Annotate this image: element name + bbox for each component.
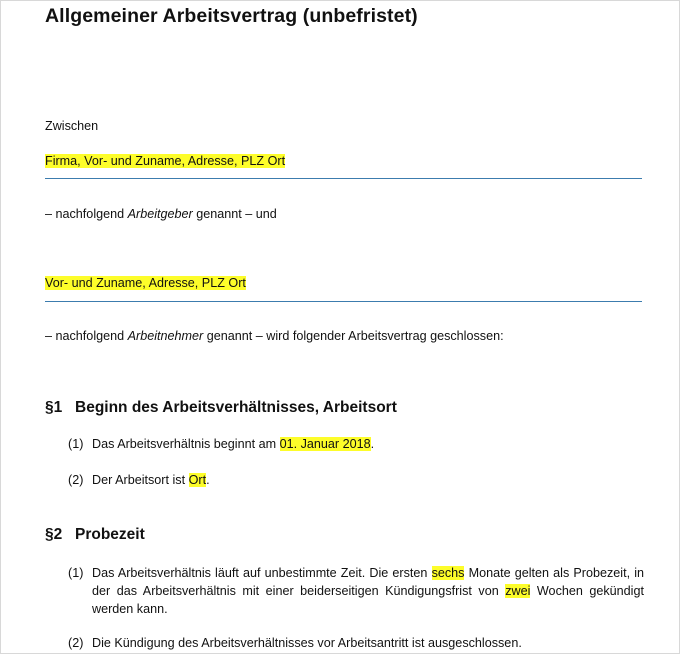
item-text: Die Kündigung des Arbeitsverhältnisses vor Arbeitsantritt ist ausgeschlossen. <box>92 636 522 650</box>
employer-role: Arbeitgeber <box>127 207 193 221</box>
item-number: (2) <box>68 473 84 487</box>
probation-months-field[interactable]: sechs <box>431 566 465 580</box>
item-text-before: Das Arbeitsverhältnis beginnt am <box>92 437 280 451</box>
zwischen-label: Zwischen <box>45 119 99 133</box>
section-2-number: §2 <box>45 526 63 543</box>
section-1-heading <box>45 399 397 417</box>
employer-placeholder[interactable]: Firma, Vor- und Zuname, Adresse, PLZ Ort <box>45 154 286 168</box>
employee-designation-prefix: – nachfolgend <box>45 329 128 343</box>
item-text-part-3: Wochen gekündigt werden kann. <box>92 584 644 616</box>
section-2-heading <box>45 526 145 544</box>
item-text-after: . <box>370 437 375 451</box>
section-2-title: Probezeit <box>75 526 145 543</box>
document-title: Allgemeiner Arbeitsvertrag (unbefristet) <box>45 5 418 27</box>
employer-designation-suffix: genannt – und <box>192 207 277 221</box>
item-text-part-2: Monate gelten als Probezeit, in der das Arbeitsverhältnis mit einer beiderseitigen Kündigungsfrist von <box>92 566 644 598</box>
employer-designation <box>45 205 277 223</box>
item-text <box>92 564 644 618</box>
item-text-after: . <box>206 473 210 487</box>
employer-field[interactable] <box>45 152 285 170</box>
item-number: (2) <box>68 636 84 650</box>
item-number: (1) <box>68 566 84 580</box>
work-location-field[interactable]: Ort <box>188 473 207 487</box>
notice-weeks-field[interactable]: zwei <box>505 584 531 598</box>
item-number: (1) <box>68 437 84 451</box>
employer-designation-prefix: – nachfolgend <box>45 207 128 221</box>
section-1-number: §1 <box>45 399 63 416</box>
employee-designation-suffix: genannt – wird folgender Arbeitsvertrag geschlossen: <box>203 329 504 343</box>
employee-role: Arbeitnehmer <box>127 329 204 343</box>
employee-designation <box>45 327 504 345</box>
section-1-title: Beginn des Arbeitsverhältnisses, Arbeitsort <box>75 399 397 416</box>
item-text-part-1: Das Arbeitsverhältnis läuft auf unbestimmte Zeit. Die ersten <box>92 566 432 580</box>
item-text <box>92 435 374 453</box>
employee-field[interactable] <box>45 274 246 292</box>
item-text-before: Der Arbeitsort ist <box>92 473 189 487</box>
employee-placeholder[interactable]: Vor- und Zuname, Adresse, PLZ Ort <box>45 276 246 290</box>
employer-underline <box>45 178 642 179</box>
item-text <box>92 471 210 489</box>
employee-underline <box>45 301 642 302</box>
start-date-field[interactable]: 01. Januar 2018 <box>279 437 371 451</box>
